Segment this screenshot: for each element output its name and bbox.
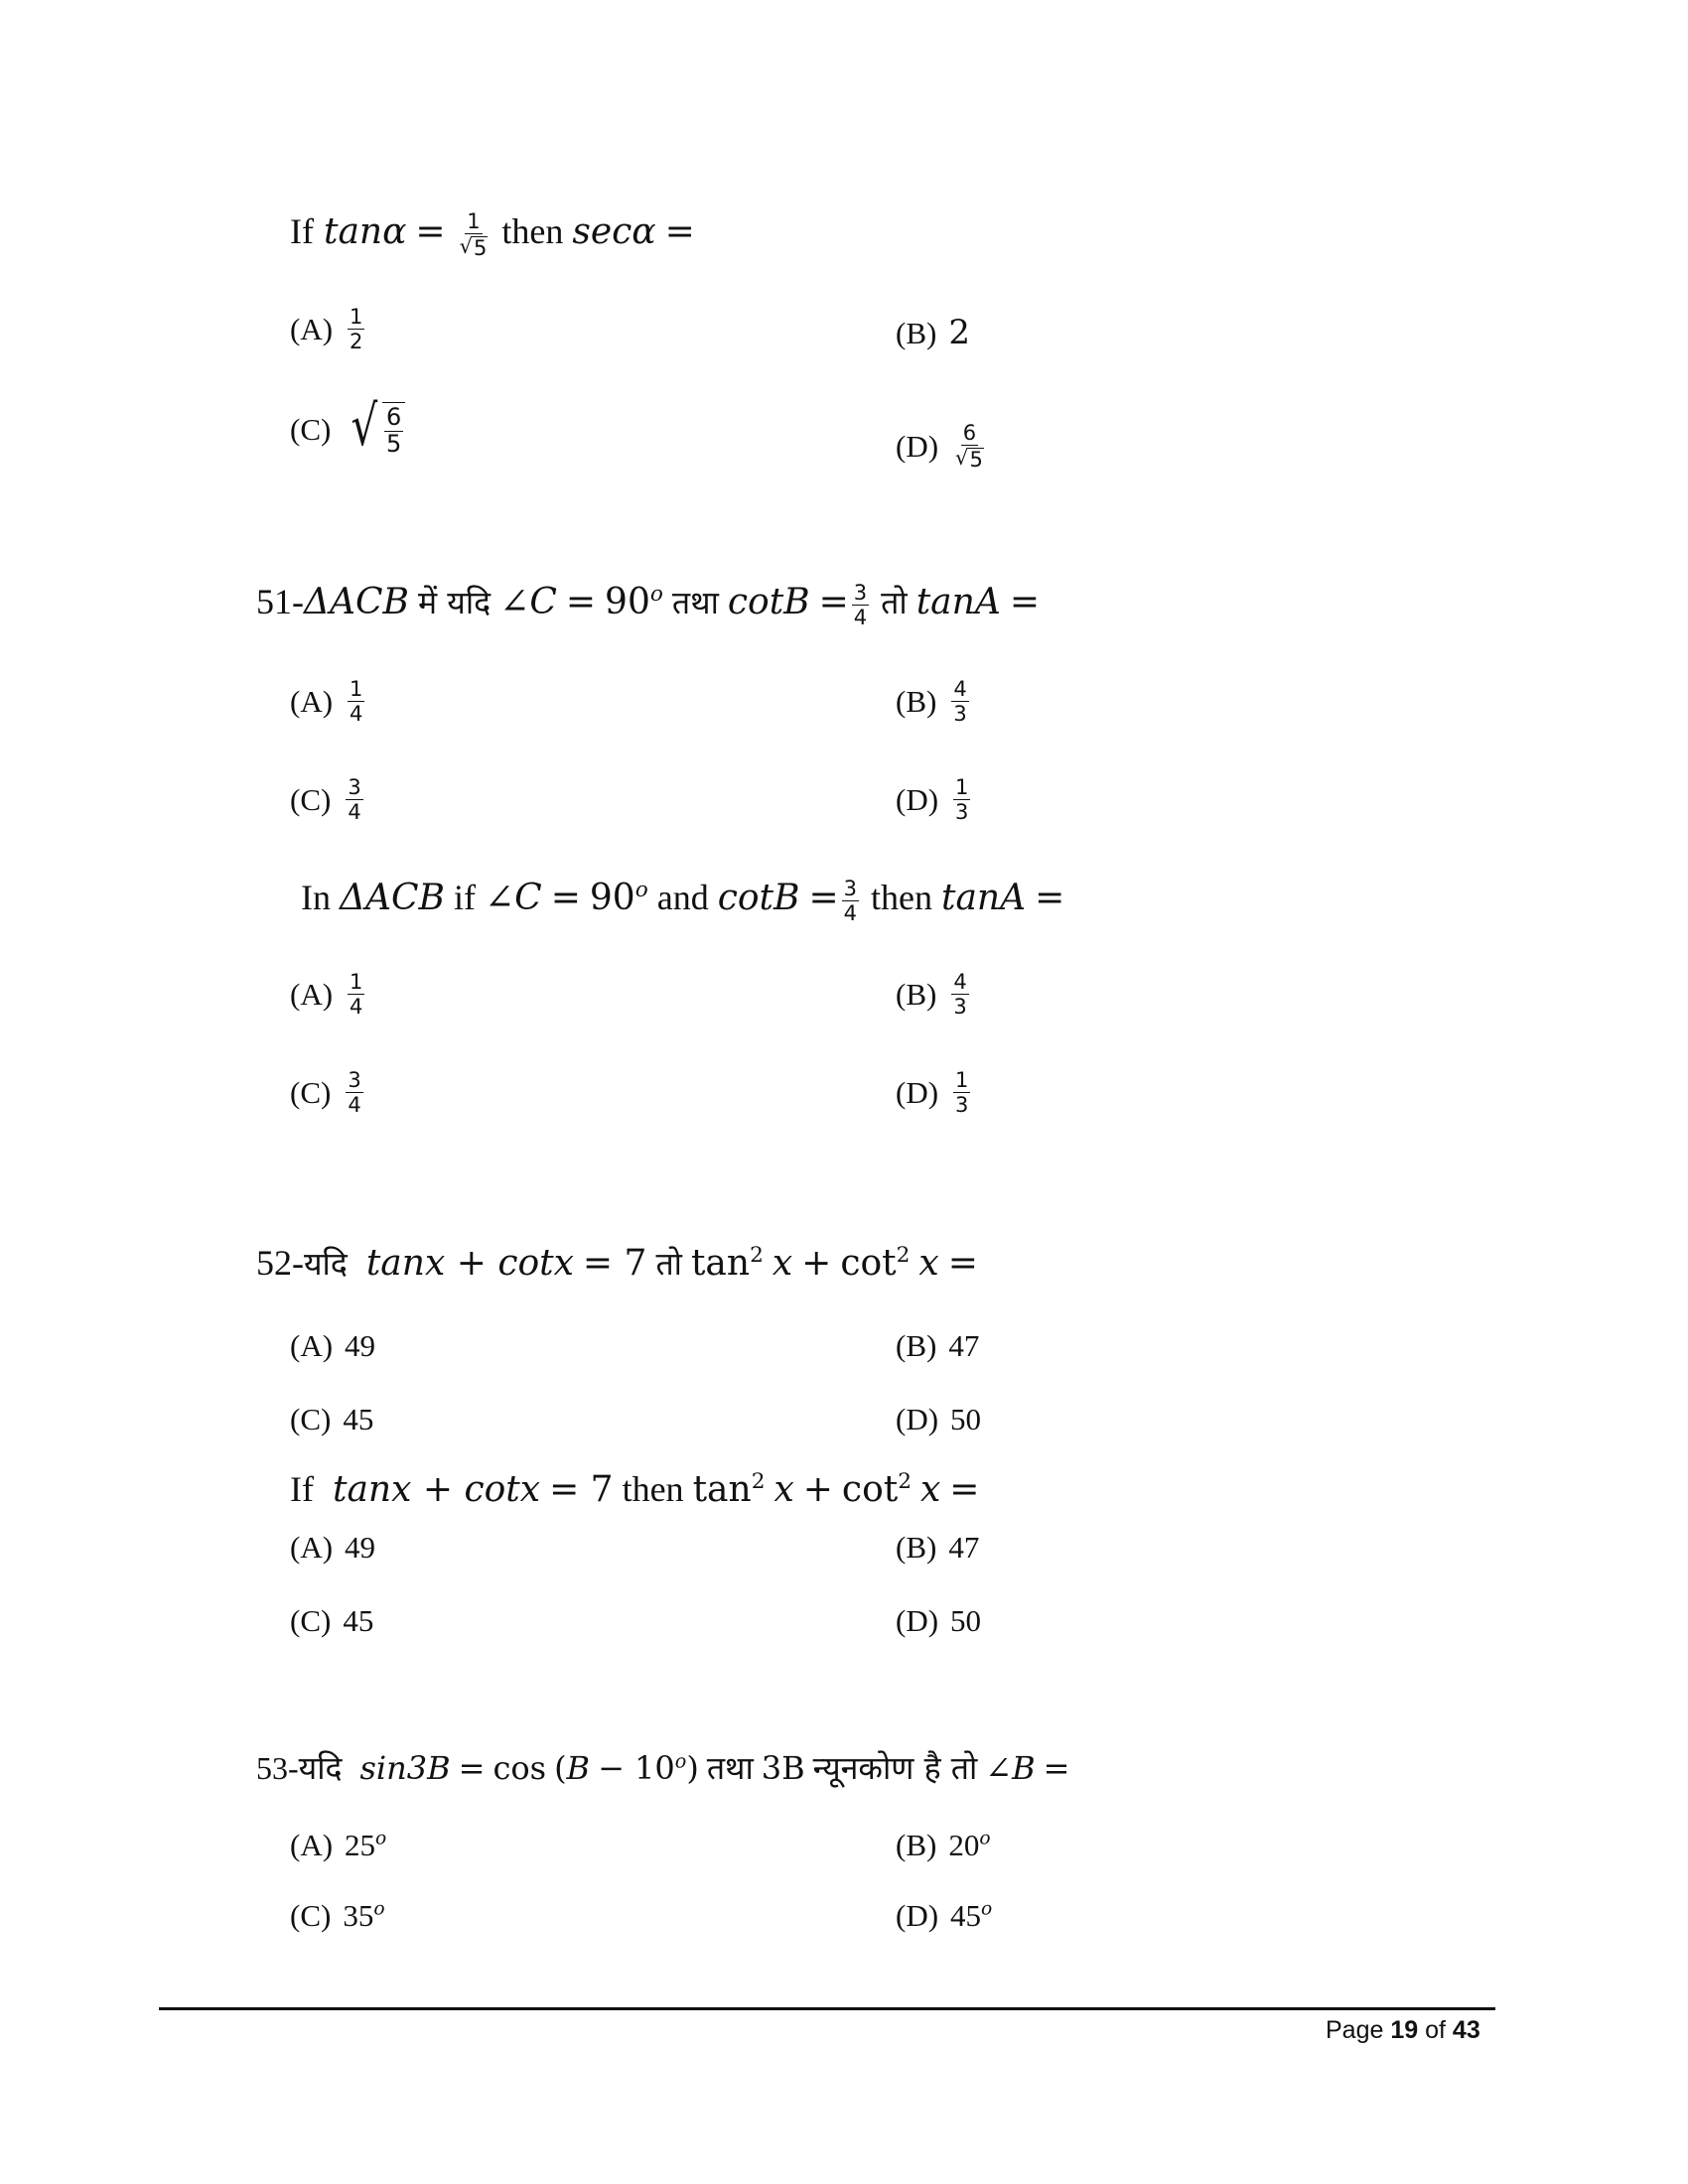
q53-number: 53- bbox=[256, 1750, 299, 1786]
page-number bbox=[1326, 2016, 1480, 2045]
option-fraction bbox=[348, 678, 364, 725]
frac-den: 3 bbox=[953, 702, 967, 727]
equals-sign: = bbox=[550, 877, 581, 918]
equals-sign: = bbox=[818, 581, 849, 622]
option-value bbox=[950, 1900, 992, 1931]
q53-angle: ∠B bbox=[985, 1749, 1036, 1787]
q51-hi-option-a[interactable] bbox=[290, 678, 367, 725]
degree-value: 25 bbox=[345, 1828, 376, 1862]
q52-plus: + bbox=[801, 1243, 832, 1284]
q52-to: तो bbox=[655, 1245, 682, 1283]
q53-b: B bbox=[566, 1749, 591, 1787]
q53-option-b[interactable] bbox=[896, 1830, 991, 1860]
q51-en-option-c[interactable] bbox=[290, 1069, 366, 1116]
q52-en-x2: x bbox=[919, 1469, 941, 1510]
q52-hi-option-d[interactable] bbox=[896, 1404, 981, 1434]
frac-den-sqrt: √ 5 bbox=[955, 446, 983, 473]
degree-sup: o bbox=[375, 1828, 387, 1849]
q53-paren-close: ) bbox=[686, 1749, 699, 1787]
q50-option-a[interactable] bbox=[290, 306, 367, 352]
q50-option-b[interactable] bbox=[896, 313, 970, 352]
q52-cot: cot bbox=[840, 1243, 897, 1284]
q51-en-angle: ∠C bbox=[485, 877, 542, 918]
q52-eq2: = bbox=[947, 1243, 978, 1284]
q51-hi-option-d[interactable] bbox=[896, 776, 973, 823]
frac-num: 1 bbox=[350, 970, 363, 994]
q53-eq2: = bbox=[1043, 1749, 1070, 1787]
q50-num: 1 bbox=[467, 209, 481, 233]
q51-tan: tanA bbox=[915, 581, 1001, 622]
q53-eq: = bbox=[458, 1749, 486, 1787]
q51-hi-option-b[interactable] bbox=[896, 678, 972, 725]
q53-sup: o bbox=[674, 1749, 687, 1773]
q53-sin: sin3B bbox=[359, 1749, 451, 1787]
q53-cos: cos bbox=[492, 1749, 547, 1787]
q52-en-x1: x bbox=[774, 1469, 794, 1510]
q52-en-eq2: = bbox=[949, 1469, 980, 1510]
q51-question-hindi bbox=[256, 582, 1040, 628]
q52-x1: x bbox=[772, 1243, 793, 1284]
option-label: (D) bbox=[896, 1075, 939, 1111]
option-label: (B) bbox=[896, 1828, 937, 1862]
option-label: (D) bbox=[896, 1603, 939, 1638]
frac-den: 2 bbox=[350, 330, 363, 354]
option-sqrt-fraction: √ $\frac{6}{5}$ bbox=[347, 402, 405, 457]
frac-den: 4 bbox=[843, 901, 858, 926]
option-label: (A) bbox=[290, 1530, 334, 1565]
footer-divider bbox=[159, 2007, 1495, 2010]
option-label: (A) bbox=[290, 312, 334, 347]
equals-sign: = bbox=[808, 877, 839, 918]
q53-tatha: तथा bbox=[706, 1749, 754, 1787]
option-value bbox=[345, 1830, 386, 1860]
option-label: (B) bbox=[896, 1530, 937, 1565]
option-label: (C) bbox=[290, 1898, 332, 1933]
q52-hi-option-b[interactable] bbox=[896, 1330, 979, 1361]
option-value: 47 bbox=[948, 1530, 980, 1565]
q51-angle: ∠C bbox=[499, 581, 557, 622]
q51-hindi-text-1: में यदि bbox=[418, 583, 492, 621]
q52-question-english bbox=[290, 1471, 979, 1508]
q52-en-tan: tan bbox=[692, 1469, 752, 1510]
frac-num: 1 bbox=[955, 775, 969, 799]
degree-value: 35 bbox=[343, 1898, 374, 1933]
q51-en-tri: ΔACB bbox=[340, 877, 445, 918]
option-label: (D) bbox=[896, 1898, 939, 1933]
q52-en-eq: = 7 bbox=[549, 1469, 614, 1510]
q51-tri: ΔACB bbox=[304, 581, 409, 622]
frac-den: 3 bbox=[955, 800, 969, 825]
page-of-word: of bbox=[1425, 2016, 1446, 2044]
frac-den: 4 bbox=[350, 995, 363, 1020]
q51-question-english bbox=[301, 878, 1064, 924]
q50-option-d[interactable] bbox=[896, 422, 989, 471]
frac-num: 6 bbox=[386, 403, 402, 431]
q50-if: If bbox=[290, 210, 314, 251]
frac-num: 1 bbox=[955, 1068, 969, 1092]
q52-hi-option-a[interactable] bbox=[290, 1330, 375, 1361]
degree-sup: o bbox=[373, 1898, 385, 1920]
option-fraction bbox=[346, 776, 362, 823]
q52-en-option-a[interactable] bbox=[290, 1532, 375, 1563]
option-label: (C) bbox=[290, 412, 332, 448]
q53-3b: 3B bbox=[761, 1749, 805, 1787]
frac-num: 1 bbox=[350, 677, 363, 701]
frac-den: 4 bbox=[350, 702, 363, 727]
frac-den: 4 bbox=[348, 800, 361, 825]
option-label: (A) bbox=[290, 1828, 334, 1862]
frac-num: 3 bbox=[843, 877, 858, 900]
q52-en-sq1: 2 bbox=[751, 1469, 766, 1494]
q50-den: 5 bbox=[473, 236, 488, 261]
q52-tan: tan bbox=[690, 1243, 751, 1284]
option-fraction bbox=[348, 971, 364, 1018]
option-label: (B) bbox=[896, 684, 937, 720]
q52-en-sq2: 2 bbox=[898, 1469, 912, 1494]
q52-hi-option-c[interactable] bbox=[290, 1404, 373, 1434]
q50-eq2: = bbox=[664, 210, 695, 252]
q53-option-c[interactable] bbox=[290, 1900, 385, 1931]
q53-question bbox=[256, 1749, 1070, 1787]
equals-sign: = bbox=[1009, 581, 1040, 622]
frac-num: 3 bbox=[348, 1068, 361, 1092]
q50-rhs: secα bbox=[572, 210, 656, 252]
option-fraction bbox=[346, 1069, 362, 1116]
q53-option-a[interactable] bbox=[290, 1830, 386, 1860]
option-value bbox=[343, 1900, 384, 1931]
q52-en-expr: tanx + cotx bbox=[332, 1469, 541, 1510]
q52-x2: x bbox=[918, 1243, 939, 1284]
page-total: 43 bbox=[1452, 2016, 1480, 2044]
option-label: (A) bbox=[290, 684, 334, 720]
q52-en-if: If bbox=[290, 1469, 314, 1509]
q52-question-hindi bbox=[256, 1245, 978, 1282]
q51-en-cot: cotB bbox=[717, 877, 800, 918]
option-label: (B) bbox=[896, 1328, 937, 1363]
q51-en-option-d[interactable] bbox=[896, 1069, 973, 1116]
q52-expr: tanx + cotx bbox=[365, 1243, 574, 1284]
q52-sq2: 2 bbox=[896, 1243, 911, 1268]
degree-sup: o bbox=[981, 1898, 993, 1920]
option-value: 45 bbox=[343, 1603, 374, 1638]
option-value: 50 bbox=[950, 1402, 982, 1436]
option-value bbox=[948, 1830, 990, 1860]
q50-lhs: tanα bbox=[323, 210, 407, 252]
q50-den-sqrt: √ 5 bbox=[459, 234, 488, 261]
option-label: (A) bbox=[290, 977, 334, 1013]
option-fraction bbox=[951, 678, 968, 725]
q51-en-option-b[interactable] bbox=[896, 971, 972, 1018]
equals-sign: = bbox=[1035, 877, 1065, 918]
option-fraction bbox=[953, 1069, 970, 1116]
q52-en-then: then bbox=[622, 1469, 684, 1509]
q52-en-plus: + bbox=[802, 1469, 833, 1510]
q53-yadi: यदि bbox=[298, 1749, 343, 1787]
frac-num: 3 bbox=[853, 581, 868, 605]
option-label: (B) bbox=[896, 977, 937, 1013]
option-fraction bbox=[951, 971, 968, 1018]
option-fraction bbox=[348, 306, 364, 352]
q51-cot: cotB bbox=[727, 581, 810, 622]
frac-den: 4 bbox=[348, 1093, 361, 1118]
q51-in: In bbox=[301, 877, 331, 917]
q52-eq: = 7 bbox=[582, 1243, 647, 1284]
q53-option-d[interactable] bbox=[896, 1900, 992, 1931]
option-fraction bbox=[953, 776, 970, 823]
q50-fraction bbox=[458, 210, 491, 259]
frac-den: 5 bbox=[969, 448, 983, 473]
q50-question bbox=[290, 210, 695, 259]
option-label: (B) bbox=[896, 315, 937, 350]
option-label: (C) bbox=[290, 782, 332, 818]
degree-sup: o bbox=[634, 877, 648, 902]
frac-den: 3 bbox=[955, 1093, 969, 1118]
equals-sign: = bbox=[565, 581, 597, 622]
frac-num: 4 bbox=[953, 970, 967, 994]
degree-value: 90 bbox=[605, 581, 650, 622]
degree-value: 20 bbox=[948, 1828, 980, 1862]
q53-paren-open: ( bbox=[554, 1749, 567, 1787]
q50-option-c[interactable] bbox=[290, 394, 405, 459]
q51-en-tan: tanA bbox=[941, 877, 1027, 918]
option-fraction bbox=[953, 422, 986, 471]
option-value: 47 bbox=[948, 1328, 980, 1363]
frac-num: 6 bbox=[962, 421, 977, 445]
q51-number: 51- bbox=[256, 581, 304, 621]
option-value: 49 bbox=[345, 1328, 376, 1363]
q51-hi-option-c[interactable] bbox=[290, 776, 366, 823]
q51-en-option-a[interactable] bbox=[290, 971, 367, 1018]
option-value: 49 bbox=[345, 1530, 376, 1565]
q51-to: तो bbox=[881, 583, 908, 621]
frac-num: 3 bbox=[348, 775, 361, 799]
q52-en-option-c[interactable] bbox=[290, 1605, 373, 1636]
q51-fraction bbox=[852, 582, 869, 628]
option-label: (A) bbox=[290, 1328, 334, 1363]
q50-then: then bbox=[501, 210, 564, 251]
option-label: (C) bbox=[290, 1603, 332, 1638]
page-word: Page bbox=[1326, 2016, 1384, 2044]
frac-num: 4 bbox=[953, 677, 967, 701]
degree-sup: o bbox=[979, 1828, 991, 1849]
page-current: 19 bbox=[1390, 2016, 1419, 2044]
q51-en-if: if bbox=[454, 877, 476, 917]
frac-den: 3 bbox=[953, 995, 967, 1020]
q52-number: 52- bbox=[256, 1243, 304, 1283]
option-value: 45 bbox=[343, 1402, 374, 1436]
q50-eq: = bbox=[415, 210, 446, 252]
q52-en-cot: cot bbox=[841, 1469, 899, 1510]
q52-yadi: यदि bbox=[304, 1245, 348, 1283]
degree-value: 90 bbox=[589, 877, 635, 918]
q51-en-and: and bbox=[656, 877, 709, 917]
q51-deg bbox=[605, 582, 663, 622]
option-label: (C) bbox=[290, 1402, 332, 1436]
option-label: (D) bbox=[896, 782, 939, 818]
q51-en-then: then bbox=[871, 877, 932, 917]
option-label: (D) bbox=[896, 1402, 939, 1436]
q51-en-deg bbox=[590, 878, 648, 918]
q51-en-fraction bbox=[842, 878, 859, 924]
option-value: 50 bbox=[950, 1603, 982, 1638]
option-label: (D) bbox=[896, 429, 939, 465]
q52-en-option-d[interactable] bbox=[896, 1605, 981, 1636]
frac-num: 1 bbox=[350, 305, 363, 329]
q51-tatha: तथा bbox=[671, 583, 719, 621]
q52-sq1: 2 bbox=[750, 1243, 764, 1268]
degree-value: 45 bbox=[950, 1898, 982, 1933]
option-value: 2 bbox=[948, 313, 970, 352]
frac-den: 5 bbox=[386, 430, 402, 459]
q53-minus: − 10 bbox=[598, 1749, 675, 1787]
degree-sup: o bbox=[649, 581, 663, 607]
option-label: (C) bbox=[290, 1075, 332, 1111]
frac-den: 4 bbox=[853, 606, 868, 630]
q52-en-option-b[interactable] bbox=[896, 1532, 979, 1563]
q53-nyunkon: न्यूनकोण है तो bbox=[812, 1749, 978, 1787]
